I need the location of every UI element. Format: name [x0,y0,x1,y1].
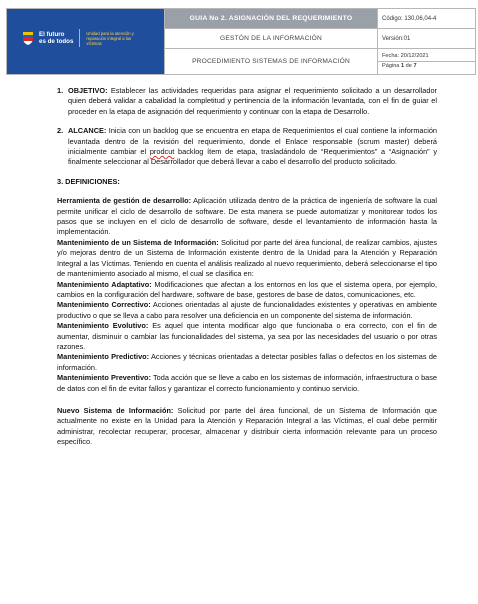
document-code: Código: 130,06,04-4 [378,9,476,29]
coat-of-arms-icon [21,30,35,46]
area-name: GESTÓN DE LA INFORMACIÓN [165,29,378,49]
brand-line-1: El futuro [39,31,65,38]
document-date: Fecha: 20/12/2021 [382,53,429,59]
logo-divider [79,29,80,47]
date-page-cell [378,49,476,75]
logo-cell [7,9,165,75]
definition-item [57,196,437,238]
definition-item [57,406,437,448]
page-indicator [378,61,475,71]
section-text: backlog ítem de etapa, trasladándolo de “Requerimientos” a “Asignación” y finalmente seleccionar al Desarrollador que deberá llevar a cabo el desarrollo del producto solicitado. [68,147,438,167]
unit-name: Unidad para la atención y reparación integral a las víctimas [86,30,134,46]
maintenance-type-item [57,321,437,352]
process-name: PROCEDIMIENTO SISTEMAS DE INFORMACIÓN [165,49,378,75]
document-header [6,8,476,75]
maintenance-text: Toda acción que se lleve a cabo en los sistemas de información, infraestructura o base de datos con el fin de evitar fallos y garantizar el correcto funcionamiento y continuo servicio. [57,373,437,393]
maintenance-term: Mantenimiento Predictivo: [57,352,150,362]
section-number: 2. [57,126,64,136]
definition-text: Solicitud por parte del área funcional, de realizar cambios, ajustes y/o mejoras dentro de un Sistema de Información existente dentro de la Unidad para la Atención y Reparación Integral a las Víctimas. Teniendo en cuenta el análisis realizado al nuevo requerimiento, deberá seleccionarse el tipo de mantenimiento asociado al mismo, el cual se clasifica en: [57,237,437,279]
maintenance-text: Es aquel que intenta modificar algo que funcionaba o era correcto, con el fin de aumentar, disminuir o cambiar las funcionalidades del sistema, ya sea por las necesidades del usuario o por otras razones. [57,321,437,351]
definition-term: Mantenimiento de un Sistema de Información: [57,237,219,247]
definition-term: Nuevo Sistema de Información: [57,405,174,415]
maintenance-type-item [57,280,437,301]
section-number: 1. [57,86,64,95]
maintenance-type-item [57,300,437,321]
misspelled-word: prodcut [149,147,175,157]
section-paragraph [68,86,437,117]
maintenance-term: Mantenimiento Correctivo: [57,300,151,310]
definition-term: Herramienta de gestión de desarrollo: [57,196,192,206]
section-label: OBJETIVO: [68,86,108,95]
maintenance-text: Acciones orientadas al ajuste de funcionalidades existentes y operativas en ambiente productivo o que se lleva a cabo para resolver una deficiencia en un componente del sistema de información. [57,300,437,320]
section-text: Establecer las actividades requeridas para asignar el requerimiento solicitado a un desarrollador quien deberá validar a cabalidad la completitud y pertinencia de la información levantada, con el fin de guiar el proceder en la etapa de asignación del requerimiento y continuar con la etapa de Desarrollo. [68,86,437,116]
document-version: Versión:01 [378,29,476,49]
section-paragraph [68,126,437,168]
maintenance-text: Modificaciones que afectan a los entornos en los que el sistema opera, por ejemplo, cambios en la configuración del hardware, software de base, gestores de base de datos, comunicaciones, etc. [57,279,437,299]
definition-item [57,238,437,280]
maintenance-term: Mantenimiento Preventivo: [57,373,151,383]
document-body [57,86,437,448]
section-alcance [57,126,437,168]
brand-line-2: es de todos [39,38,74,45]
page-mid: de [404,63,414,69]
maintenance-text: Acciones y técnicas orientadas a detectar posibles fallas o defectos en los sistemas de información. [57,352,437,372]
definitions-heading: 3. DEFINICIONES: [57,176,120,186]
section-text: Inicia con un backlog que se encuentra en etapa de Requerimientos el cual contiene la información levantada dentro de la revisión del requerimiento, donde el Enlace responsable (scrum master) deberá inicialmente cambiar el [68,126,437,157]
definition-text: Aplicación utilizada dentro de la práctica de ingeniería de software la cual permite unificar el ciclo de desarrollo de software. De esta manera se puede automatizar y monitorear todos los pasos que se incluyen en el ciclo de desarrollo de software, desde el levantamiento de información hasta la implementación. [57,196,437,237]
page-total: 7 [413,63,417,69]
page-number: 1 [400,63,405,69]
maintenance-type-item [57,352,437,373]
institution-logo [21,29,146,47]
maintenance-type-item [57,373,437,394]
document-title: GUIA No 2. ASIGNACIÓN DEL REQUERIMIENTO [165,9,378,29]
brand-text [39,31,73,45]
maintenance-term: Mantenimiento Adaptativo: [57,279,152,289]
page-prefix: Página [382,63,401,69]
maintenance-term: Mantenimiento Evolutivo: [57,321,149,331]
section-label: ALCANCE: [68,126,107,136]
definition-text: Solicitud por parte del área funcional, de un Sistema de Información que actualmente no existe en la Unidad para la Atención y Reparación Integral a las Víctimas, el cual debe permitir administrar, recolectar recuperar, procesar, almacenar y distribuir cierta información relevante para un proceso específico. [57,405,437,447]
section-objetivo [57,86,437,117]
